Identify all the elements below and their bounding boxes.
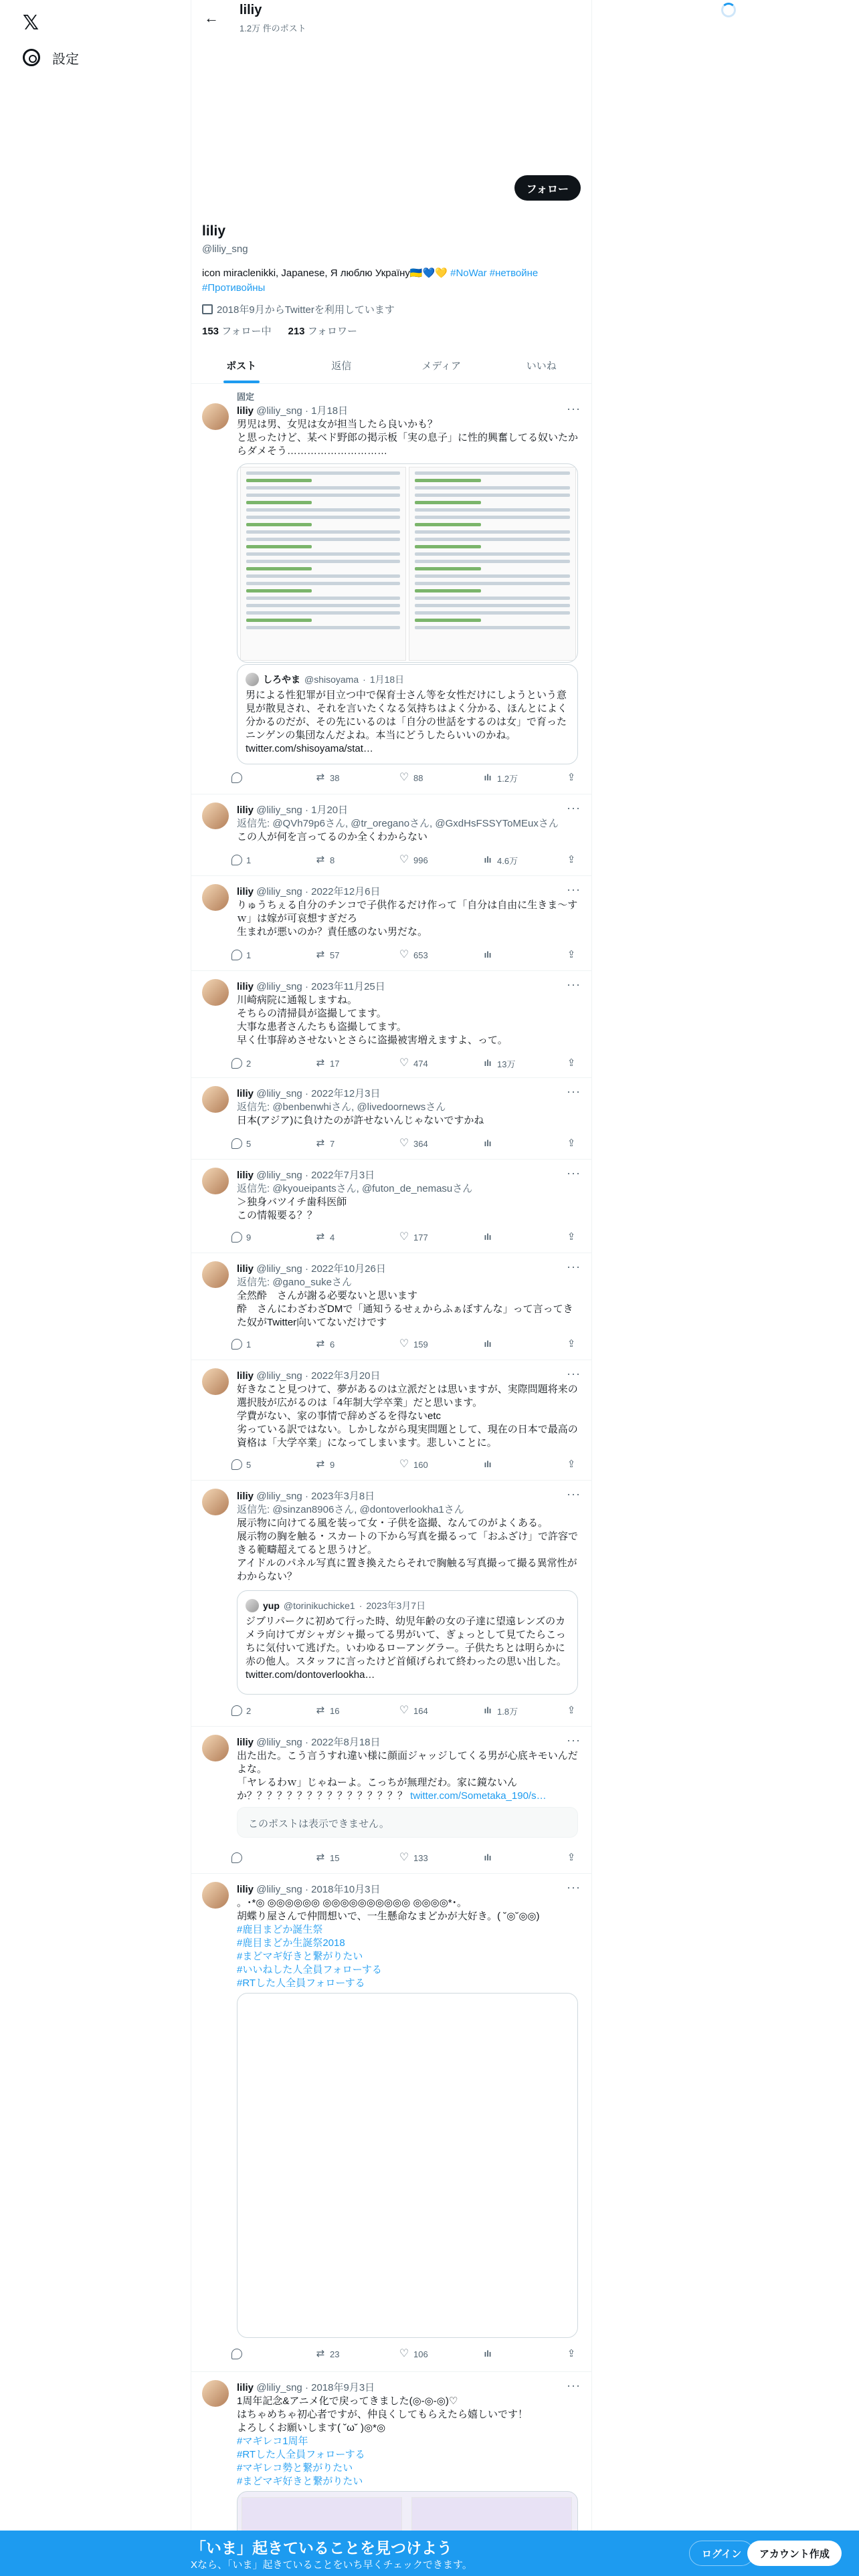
followers-link[interactable]: 213 フォロワー	[288, 326, 357, 337]
quoted-tweet[interactable]	[237, 664, 578, 764]
retweet-icon: ⇄	[316, 949, 325, 960]
views-icon: ılı	[484, 1459, 492, 1469]
tweet-actions	[231, 2347, 579, 2361]
views-icon: ılı	[484, 1058, 492, 1068]
top-bar	[191, 0, 591, 36]
reply-button[interactable]: 5	[231, 1458, 272, 1471]
like-button[interactable]: ♡ 653	[399, 949, 428, 960]
more-icon[interactable]: ···	[567, 978, 581, 991]
like-button[interactable]: ♡ 106	[399, 2348, 428, 2359]
views-button[interactable]	[482, 1458, 522, 1471]
more-icon[interactable]: ···	[567, 1733, 581, 1747]
tweet-header: liliy @liliy_sng · 2022年8月18日	[237, 1737, 381, 1748]
views-icon: ılı	[484, 1138, 492, 1148]
avatar[interactable]	[202, 1735, 229, 1761]
avatar[interactable]	[202, 1368, 229, 1395]
tweet-header: liliy @liliy_sng · 2018年9月3日	[237, 2382, 375, 2393]
avatar[interactable]	[202, 884, 229, 911]
reply-button[interactable]: 5	[231, 1137, 272, 1150]
reply-icon	[231, 1339, 242, 1350]
retweet-icon: ⇄	[316, 1231, 325, 1243]
tweet[interactable]	[191, 971, 591, 1078]
signup-button[interactable]: アカウント作成	[747, 2541, 842, 2566]
share-icon: ⇪	[567, 1705, 576, 1716]
retweet-icon: ⇄	[316, 854, 325, 865]
tweet-text: 川崎病院に通報しますね。 そちらの清掃員が盗撮してます。 大事な患者さんたちも盗撮してます。 早く仕事辞めさせないとさらに盗撮被害増えますよ、って。	[237, 994, 508, 1046]
share-button[interactable]	[566, 1704, 579, 1717]
retweet-button[interactable]: ⇄ 15	[316, 1852, 340, 1863]
like-button[interactable]: ♡ 133	[399, 1852, 428, 1863]
share-button[interactable]	[566, 948, 579, 962]
tweet[interactable]	[191, 876, 591, 971]
reply-icon	[231, 1459, 242, 1470]
reply-icon	[231, 1705, 242, 1716]
quote-avatar	[246, 673, 259, 686]
share-button[interactable]	[566, 2347, 579, 2361]
quote-avatar	[246, 1599, 259, 1612]
tweet-text: 全然酔 さんが謝る必要ないと思います 酔 さんにわざわざDMで「通知うるせぇからふぁぼすんな」って言ってきた奴がTwitter向いてないだけです	[237, 1290, 573, 1328]
nav-settings-label: 設定	[52, 51, 79, 67]
views-button[interactable]	[482, 1230, 522, 1244]
more-icon[interactable]: ···	[567, 1367, 581, 1380]
like-button[interactable]: ♡ 164	[399, 1705, 428, 1716]
tweet-image[interactable]	[237, 463, 578, 663]
tweet[interactable]	[191, 1160, 591, 1253]
reply-icon	[231, 1138, 242, 1149]
bio-hashtags[interactable]: #NoWar #нетвойне #Противойны	[202, 267, 539, 294]
reply-button[interactable]: 1	[231, 853, 272, 867]
bio-text: icon miraclenikki, Japanese, Я люблю Україну🇺🇦💙💛	[202, 267, 451, 279]
tweet-header: liliy @liliy_sng · 2022年3月20日	[237, 1370, 381, 1382]
back-arrow-icon[interactable]: ←	[204, 9, 219, 26]
heart-icon: ♡	[399, 772, 409, 783]
views-button[interactable]: ılı 1.2万	[482, 771, 522, 784]
reply-button[interactable]: 2	[231, 1057, 272, 1070]
calendar-icon	[202, 304, 213, 314]
reply-to[interactable]: 返信先: @kyoueipantsさん, @futon_de_nemasuさん	[237, 1183, 473, 1194]
tweet-header: liliy @liliy_sng · 2023年3月8日	[237, 1491, 375, 1502]
profile-follow-stats	[202, 324, 357, 338]
tweet-actions	[231, 1137, 579, 1150]
quote-text: 男による性犯罪が目立つ中で保育士さん等を女性だけにしようという意見が散見され、それを言いたくなる気持ちはよく分かる、ほんとによく分かるのだが、その先にいるのは「自分の世話をするのは女」で育ったニンゲンの集団なんだよね。本当にどうしたらいいのかね。 twitter.com/shisoyama/stat…	[246, 689, 567, 754]
tweet-link[interactable]: twitter.com/Sometaka_190/s…	[410, 1790, 547, 1802]
tweet-actions	[231, 853, 579, 867]
retweet-button[interactable]: ⇄ 9	[316, 1459, 335, 1470]
topbar-post-count: 1.2万 件のポスト	[240, 23, 306, 33]
like-button[interactable]: ♡ 160	[399, 1459, 428, 1470]
views-icon: ılı	[484, 2349, 492, 2359]
retweet-icon: ⇄	[316, 1138, 325, 1149]
screenshot-image	[240, 467, 406, 661]
tweet[interactable]	[191, 1727, 591, 1874]
tweet-actions	[231, 1458, 579, 1471]
tweet-text: りゅうちぇる自分のチンコで子供作るだけ作って「自分は自由に生きま〜すｗ」は嫁が可哀想すぎだろ 生まれが悪いのか？責任感のない男だな。	[237, 899, 578, 938]
more-icon[interactable]: ···	[567, 1085, 581, 1098]
tab-media[interactable]: メディア	[421, 360, 462, 372]
more-icon[interactable]: ···	[567, 801, 581, 815]
like-button[interactable]: ♡ 88	[399, 772, 423, 783]
tweet-header: liliy @liliy_sng · 2022年7月3日	[237, 1170, 375, 1181]
retweet-icon: ⇄	[316, 1459, 325, 1470]
following-link[interactable]: 153 フォロー中	[202, 326, 272, 337]
share-icon: ⇪	[567, 772, 576, 783]
retweet-button[interactable]: ⇄ 8	[316, 854, 335, 865]
x-logo-icon[interactable]: 𝕏	[22, 11, 39, 34]
avatar[interactable]	[202, 403, 229, 430]
views-button[interactable]	[482, 2347, 522, 2361]
share-button[interactable]	[566, 1137, 579, 1150]
retweet-icon: ⇄	[316, 1852, 325, 1863]
heart-icon: ♡	[399, 1852, 409, 1863]
tweet-actions	[231, 1851, 579, 1864]
views-icon: ılı	[484, 1339, 492, 1349]
share-icon: ⇪	[567, 854, 576, 865]
login-prompt-subtitle: Xなら、「いま」起きていることをいち早くチェックできます。	[191, 2559, 472, 2571]
views-icon: ılı	[484, 772, 492, 782]
main-column	[191, 0, 592, 2576]
heart-icon: ♡	[399, 854, 409, 865]
share-icon: ⇪	[567, 1852, 576, 1863]
reply-button[interactable]: 1	[231, 948, 272, 962]
nav-settings[interactable]	[15, 43, 87, 72]
heart-icon: ♡	[399, 1705, 409, 1716]
reply-icon	[231, 2349, 242, 2359]
left-nav	[0, 0, 191, 2576]
tab-likes[interactable]: いいね	[526, 360, 557, 372]
retweet-icon: ⇄	[316, 2348, 325, 2359]
tweet-text: 男児は男、女児は女が担当したら良いかも？ と思ったけど、某ベド野郎の掲示板「実の息子」に性的興奮してる奴いたからダメそう…………………………	[237, 419, 579, 457]
reply-button[interactable]: 1	[231, 1337, 272, 1351]
views-button[interactable]: ılı 13万	[482, 1057, 522, 1070]
tab-posts[interactable]: ポスト	[191, 348, 292, 383]
retweet-icon: ⇄	[316, 1338, 325, 1350]
reply-button[interactable]	[231, 1851, 272, 1864]
share-button[interactable]	[566, 1337, 579, 1351]
topbar-name: liliy	[240, 3, 262, 17]
views-button[interactable]: ılı 1.8万	[482, 1704, 522, 1717]
tweet-actions	[231, 1057, 579, 1070]
quote-header: yup @torinikuchicke1 · 2023年3月7日	[246, 1599, 569, 1612]
heart-icon: ♡	[399, 949, 409, 960]
screenshot-image	[409, 467, 576, 661]
share-icon: ⇪	[567, 1231, 576, 1243]
views-icon: ılı	[484, 1852, 492, 1862]
retweet-icon: ⇄	[316, 1057, 325, 1069]
tweet-actions	[231, 771, 579, 784]
avatar[interactable]	[202, 1086, 229, 1113]
tweet-text: ＞独身バツイチ歯科医師 この情報要る？？	[237, 1196, 347, 1221]
like-button[interactable]: ♡ 996	[399, 854, 428, 865]
views-icon: ılı	[484, 950, 492, 960]
reply-to[interactable]: 返信先: @sinzan8906さん, @dontoverlookha1さん	[237, 1504, 464, 1515]
share-button[interactable]	[566, 1230, 579, 1244]
tweet-header: liliy @liliy_sng · 2022年12月6日	[237, 886, 381, 897]
profile-joined	[202, 302, 395, 316]
share-button[interactable]	[566, 1851, 579, 1864]
views-icon: ılı	[484, 855, 492, 865]
retweet-button[interactable]: ⇄ 23	[316, 2348, 340, 2359]
share-icon: ⇪	[567, 2348, 576, 2359]
like-button[interactable]: ♡ 474	[399, 1057, 428, 1069]
heart-icon: ♡	[399, 1459, 409, 1470]
tweet-header: liliy @liliy_sng · 2023年11月25日	[237, 981, 385, 992]
tweet-hashtags[interactable]: #鹿目まどか誕生祭 #鹿目まどか生誕祭2018 #まどマギ好きと繋がりたい #いいねした人全員フォローする #RTした人全員フォローする	[237, 1924, 382, 1989]
retweet-button[interactable]: ⇄ 7	[316, 1138, 335, 1149]
more-icon[interactable]: ···	[567, 2379, 581, 2392]
tweet-text: 出た出た。こう言うすれ違い様に顔面ジャッジしてくる男が心底キモいんだよな。 「ヤレるわｗ」じゃねーよ。こっちが無理だわ。家に鏡ないんか？？？？？？？？？？？？？？？？ twitter.com/Sometaka_190/s…	[237, 1750, 578, 1802]
more-icon[interactable]: ···	[567, 402, 581, 415]
retweet-button[interactable]: ⇄ 57	[316, 949, 340, 960]
login-button[interactable]: ログイン	[689, 2541, 754, 2566]
heart-icon: ♡	[399, 1138, 409, 1149]
retweet-icon: ⇄	[316, 1705, 325, 1716]
reply-to[interactable]: 返信先: @gano_sukeさん	[237, 1277, 352, 1288]
views-button[interactable]: ılı 4.6万	[482, 853, 522, 867]
avatar[interactable]	[202, 1882, 229, 1909]
reply-icon	[231, 950, 242, 960]
like-button[interactable]: ♡ 364	[399, 1138, 428, 1149]
like-button[interactable]: ♡ 159	[399, 1338, 428, 1350]
tweet-header: liliy @liliy_sng · 1月18日	[237, 405, 349, 417]
views-button[interactable]	[482, 948, 522, 962]
heart-icon: ♡	[399, 1057, 409, 1069]
reply-icon	[231, 772, 242, 783]
tab-replies[interactable]: 返信	[331, 360, 352, 372]
profile-handle: @liliy_sng	[202, 243, 248, 255]
retweet-button[interactable]: ⇄ 4	[316, 1231, 335, 1243]
tweet-text: 。･*◎ ◎◎◎◎◎◎ ◎◎◎◎◎◎◎◎◎◎ ◎◎◎◎*･。 胡蝶り屋さんで仲間想いで、一生懸命なまどかが大好き。( ˘◎˘◎◎)	[237, 1897, 540, 1922]
avatar[interactable]	[202, 1261, 229, 1288]
profile-tabs	[191, 348, 591, 384]
reply-icon	[231, 1852, 242, 1863]
tweet-header: liliy @liliy_sng · 1月20日	[237, 804, 349, 816]
tweet-text: 好きなこと見つけて、夢があるのは立派だとは思いますが、実際問題将来の選択肢が広がるのは「4年制大学卒業」だと思います。 学費がない、家の事情で辞めざるを得ないetc 劣っている訳ではない。しかしながら現実問題として、現在の日本で最高の資格は「大学卒業」になってしまいます。悲しいことに。	[237, 1384, 578, 1448]
follow-button[interactable]: フォロー	[514, 175, 581, 201]
avatar[interactable]	[202, 2380, 229, 2407]
tweet[interactable]	[191, 1481, 591, 1727]
retweet-icon: ⇄	[316, 772, 325, 783]
retweet-button[interactable]: ⇄ 17	[316, 1057, 340, 1069]
views-icon: ılı	[484, 1705, 492, 1715]
tweet[interactable]	[191, 1253, 591, 1360]
tweet-actions	[231, 1337, 579, 1351]
quote-text: ジブリパークに初めて行った時、幼児年齢の女の子達に望遠レンズのカメラ向けてガシャガシャ撮ってる男がいて、ぎょっとして見てたらこっちに気付いて逃げた。いわゆるローアングラー。子供たちとは明らかに赤の他人。スタッフに言ったけど首傾げられて終わったの思い出した。 twitter.com/dontoverlookha…	[246, 1616, 567, 1681]
tweet-text: この人が何を言ってるのか全くわからない	[237, 831, 428, 843]
share-icon: ⇪	[567, 1338, 576, 1350]
profile-name: liliy	[202, 223, 226, 239]
tweet[interactable]	[191, 1360, 591, 1481]
reply-button[interactable]	[231, 771, 272, 784]
avatar[interactable]	[202, 979, 229, 1006]
quote-header: しろやま @shisoyama · 1月18日	[246, 673, 569, 686]
joined-text: 2018年9月からTwitterを利用しています	[217, 304, 395, 316]
share-icon: ⇪	[567, 1459, 576, 1470]
reply-icon	[231, 1058, 242, 1069]
quoted-tweet[interactable]	[237, 1590, 578, 1695]
tweet-text: 日本(アジア)に負けたのが許せないんじゃないですかね	[237, 1115, 484, 1126]
pinned-label: 固定	[237, 392, 255, 402]
login-prompt-title: 「いま」起きていることを見つけよう	[191, 2539, 452, 2557]
more-icon[interactable]: ···	[567, 1260, 581, 1273]
tweet[interactable]	[191, 794, 591, 876]
tweet[interactable]	[191, 385, 591, 794]
views-button[interactable]	[482, 1137, 522, 1150]
loading-spinner-icon	[721, 3, 736, 17]
tweet-header: liliy @liliy_sng · 2018年10月3日	[237, 1884, 381, 1895]
tweet-actions	[231, 1704, 579, 1717]
heart-icon: ♡	[399, 1231, 409, 1243]
login-prompt-bar	[0, 2531, 859, 2576]
tweet-text: 1周年記念&アニメ化で戻ってきました(◎-◎-◎)♡ はちゃめちゃ初心者ですが、仲良くしてもらえたら嬉しいです！ よろしくお願いします( ˘ω˘ )◎*◎	[237, 2395, 529, 2434]
avatar[interactable]	[202, 802, 229, 829]
reply-to[interactable]: 返信先: @benbenwhiさん, @livedoornewsさん	[237, 1101, 446, 1113]
like-button[interactable]: ♡ 177	[399, 1231, 428, 1243]
share-icon: ⇪	[567, 1138, 576, 1149]
heart-icon: ♡	[399, 2348, 409, 2359]
retweet-button[interactable]: ⇄ 6	[316, 1338, 335, 1350]
avatar[interactable]	[202, 1168, 229, 1194]
tweet-header: liliy @liliy_sng · 2022年10月26日	[237, 1263, 386, 1275]
reply-button[interactable]	[231, 2347, 272, 2361]
profile-banner	[191, 36, 591, 170]
share-button[interactable]	[566, 1458, 579, 1471]
views-button[interactable]	[482, 1851, 522, 1864]
reply-button[interactable]: 9	[231, 1230, 272, 1244]
tweet-text: 展示物に向けてる風を装って女・子供を盗撮、なんてのがよくある。 展示物の胸を触る・スカートの下から写真を撮るって「おふざけ」で許容できる範疇超えてると思うけど。 アイドルのパネル写真に置き換えたらそれで胸触る写真撮って撮る異常性がわからない？	[237, 1517, 579, 1582]
tweet-actions	[231, 948, 579, 962]
share-icon: ⇪	[567, 1057, 576, 1069]
share-icon: ⇪	[567, 949, 576, 960]
tweet[interactable]	[191, 1874, 591, 2372]
tweet-hashtags[interactable]: #マギレコ1周年 #RTした人全員フォローする #マギレコ勢と繋がりたい #まどマギ好きと繋がりたい	[237, 2436, 365, 2487]
tweet-header: liliy @liliy_sng · 2022年12月3日	[237, 1088, 381, 1099]
reply-icon	[231, 1232, 242, 1243]
tweet-actions	[231, 1230, 579, 1244]
profile-bio	[202, 266, 577, 296]
tweet-image[interactable]	[237, 1993, 578, 2338]
retweet-button[interactable]: ⇄ 16	[316, 1705, 340, 1716]
more-icon[interactable]: ···	[567, 883, 581, 896]
views-button[interactable]	[482, 1337, 522, 1351]
unavailable-post: このポストは表示できません。	[237, 1807, 578, 1838]
more-icon[interactable]: ···	[567, 1881, 581, 1894]
avatar[interactable]	[202, 1489, 229, 1515]
tweet[interactable]	[191, 1078, 591, 1160]
heart-icon: ♡	[399, 1338, 409, 1350]
more-icon[interactable]: ···	[567, 1166, 581, 1180]
reply-to[interactable]: 返信先: @QVh79p6さん, @tr_oreganoさん, @GxdHsFSSYToMEuxさん	[237, 818, 559, 829]
share-button[interactable]	[566, 771, 579, 784]
views-icon: ılı	[484, 1232, 492, 1242]
reply-icon	[231, 855, 242, 865]
share-button[interactable]	[566, 1057, 579, 1070]
share-button[interactable]	[566, 853, 579, 867]
more-icon[interactable]: ···	[567, 1487, 581, 1501]
gear-icon	[23, 49, 40, 66]
retweet-button[interactable]: ⇄ 38	[316, 772, 340, 783]
reply-button[interactable]: 2	[231, 1704, 272, 1717]
